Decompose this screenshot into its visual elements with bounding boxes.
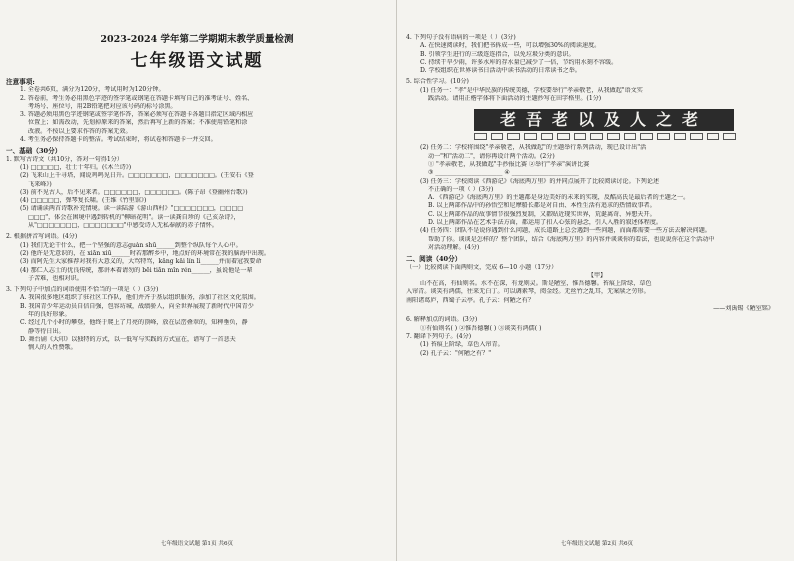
option-line: C. 以上两部作品的故事情节很强烈复制，又都贴近现实世界，荒诞离奇、异想天开。 xyxy=(428,210,656,218)
question-line: ③ ______________________ ④ ______________________ xyxy=(428,169,579,177)
question-line: 帮助了你。谈谈是怎样的？整个团队，结合《海底两万里》的内容并谈谈你的看法，也说说你在这个活动中 xyxy=(428,235,715,243)
question-line: (4) □□□□□，弹琴复长啸。(王维《竹里馆》) xyxy=(20,197,147,205)
option-line: 悯人的人性赞歌。 xyxy=(28,344,77,352)
question-line: 5. 综合性学习。(10分) xyxy=(406,78,469,86)
question-line: (5) 请诵读两首诗歌补充情境。读一读陆游《游山西村》"□□□□□□□，□□□□ xyxy=(20,205,243,213)
question-line: ①有仙则名( ) ②惟吾德馨( ) ③谈笑有鸿儒( ) xyxy=(420,324,542,332)
question-line: (1) 任务一："孝"是中华民族的传统美德，学校要举行"孝亲敬老，从我做起"语文实 xyxy=(420,86,643,94)
option-line: C. 持续干旱少雨，许多水库的存水量已减少了一倍，节约用水刻不容缓。 xyxy=(420,58,618,66)
passage-line: 山不在高，有仙则名。水不在深，有龙则灵。斯是陋室，惟吾德馨。苔痕上阶绿，草色 xyxy=(420,280,652,288)
calligraphy-banner: 老吾老以及人之老 xyxy=(474,109,734,131)
question-line: 不正确的一项（ ）(3分) xyxy=(428,185,494,193)
option-line: C. 经过几个小时的攀登，他终于爬上了月亮的顶峰，放在层峦叠翠的，知稗垂负，静 xyxy=(20,319,248,327)
passage-source: ——刘禹锡《陋室铭》 xyxy=(713,305,774,313)
question-line: 6. 解释加点的词语。(3分) xyxy=(406,316,478,324)
option-line: B. 以上两部作品中的孙悟空和尼摩船长都是对自由、本性生活有追求的热情故事者。 xyxy=(428,202,656,210)
notice-line: 考场号、座位号，用2B铅笔把对应该号码的标号涂黑。 xyxy=(28,102,177,110)
section-heading: 二、阅读（40分） xyxy=(406,255,462,264)
question-line: □□□"，体会在困境中遇到转机的"柳暗花明"。读一读龚自珍的《己亥杂诗》， xyxy=(28,213,240,221)
question-line: 子苦难，也相对识。 xyxy=(28,274,83,282)
page-footer: 七年级语文试题 第1页 共6页 xyxy=(160,541,234,547)
page-one xyxy=(6,4,388,557)
notice-line: 4. 考生务必保持答题卡的整洁。考试结束时，将试卷和答题卡一并交回。 xyxy=(20,136,217,144)
question-line: （一）比较阅读下面两则文，完成 6—10 小题（17分） xyxy=(406,263,558,271)
passage-label: 【甲】 xyxy=(587,271,607,279)
question-line: 飞来峰》) xyxy=(28,180,52,188)
notice-line: 3. 答题必须用黑色字迹钢笔或签字笔作答，答案必须写在答题卡各题目指定区域内相应 xyxy=(20,111,254,119)
page-two xyxy=(406,4,788,557)
question-line: 3. 下列句子中加点的词语使用不恰当的一项是（ ）(3分) xyxy=(6,286,159,294)
option-line: 静等待日出。 xyxy=(28,327,65,335)
notice-line: 2. 答卷前，考生务必用黑色字迹的签字笔或钢笔在答题卡填写自己的准考证号、姓名、 xyxy=(20,94,254,102)
question-line: 4. 下列句子没有语病的一项是（ ）(3分) xyxy=(406,34,516,41)
page-fold xyxy=(396,0,397,561)
question-line: (2) 任务二：学校将围绕"孝亲敬老，从我做起"的主题举行系列活动，现已设计出"活 xyxy=(420,144,647,152)
notice-heading: 注意事项: xyxy=(6,78,35,86)
question-line: 2. 根据拼音写词语。(4分) xyxy=(6,233,78,241)
question-line: 践活动。请用正楷字体将下面活动的主题抄写在田字格里。(1分) xyxy=(428,95,602,103)
option-line: A. 在快速阅读时，我们把书拆成一些，可以增强30%的阅读速度。 xyxy=(420,42,601,50)
exam-subject-title: 七年级语文试题 xyxy=(130,51,264,71)
question-line: 动一"和"活动二"，请你再设计两个活动。(2分) xyxy=(428,152,555,160)
option-line: A. 我国很多地区组织了驻社区工作队，他们并齐于基层组织服务，添加了社区文化氛围。 xyxy=(20,294,260,302)
option-line: B. 我国青少年运动员自信自强，包容坊城，战绩骄人，向全世界展现了新时代中国青少 xyxy=(20,302,254,310)
question-line: (1) 我们无论干什么，把一个坚强的意志guàn shū______到整个纵队每个人心中。 xyxy=(20,241,242,249)
question-line: ① "孝亲敬老，从我做起"手抄报比赛 ②举行"孝亲"演讲比赛 xyxy=(428,160,590,168)
option-line: D. 舞台剧《大印》以独特的方式，以一低写与实践的方式宣在，谱写了一首悲天 xyxy=(20,335,236,343)
option-line: A. 《西游记》《海底两万里》的主题都是身边美好的未来的实现，反酷高氏是最后者的主题之一。 xyxy=(428,194,690,202)
option-line: D. 学校组织在世界读书日活动中读书活动的日常读书之举。 xyxy=(420,67,581,75)
question-line: (2) 孔子云："何陋之有？" xyxy=(420,349,492,357)
notice-line: 1. 全卷共6页，满分为120分，考试用时为120分钟。 xyxy=(20,86,165,94)
question-line: (2) 他许是无意识的，在 xiān xiū______时若那醉乡中，地点好的环境常在我的脑海中出现。 xyxy=(20,249,270,257)
question-line: (3) 而阿先生大家推荐对我有大意义的，大骂特骂，kǎng kǎi lín lì______并而着冠我要命 xyxy=(20,258,262,266)
section-heading: 一、基础（30分） xyxy=(6,147,62,156)
question-line: (3) 前不见古人，后不见来者。□□□□□□，□□□□□□。(陈子昂《登幽州台歌》) xyxy=(20,188,248,196)
question-line: 从"□□□□□□□，□□□□□□□"中感受诗人无私奉献的赤子情怀。 xyxy=(28,222,218,230)
question-line: (3) 任务三：学校阅读《西游记》《海底两万里》的并同点展开了比较阅读讨论。下列论述 xyxy=(420,177,660,185)
question-line: (4) 那仁人志士的优良传统，那讲本着请勿的 bēi tiān mǐn rén______，虽说他是一辈 xyxy=(20,266,253,274)
question-line: (2) 飞来山上千寻塔，闻说鸡鸣见日升。□□□□□□□，□□□□□□□。(王安石《登 xyxy=(20,172,254,180)
question-line: (1) 苔痕上阶绿，草色入帘青。 xyxy=(420,341,504,349)
passage-line: 入帘青。谈笑有鸿儒，往来无白丁。可以调素琴，阅金经。无丝竹之乱耳，无案牍之劳形。 xyxy=(406,288,650,296)
option-line: B. 引领学生进行的三级连连指合，以免垃圾分类的意识。 xyxy=(420,50,575,58)
question-line: 1. 默写古诗文（共10分，答对一句得1分） xyxy=(6,155,123,163)
question-line: (4) 任务四：团队不是说你遇到什么问题，成长道路上总会遇到一些问题，而面都需要一些方法去解决问题。 xyxy=(420,227,711,235)
tianzige-grid xyxy=(474,133,736,140)
notice-line: 改液。不按以上要求作答的答案无效。 xyxy=(28,127,132,135)
notice-line: 位置上；如需改动，先划掉原来的答案，然后再写上新的答案；不准使用铅笔和涂 xyxy=(28,119,248,127)
passage-line: 南阳诸葛庐，西蜀子云亭。孔子云：何陋之有？ xyxy=(406,296,534,304)
question-line: (1) □□□□□，壮士十年归。(《木兰诗》) xyxy=(20,163,132,171)
page-footer: 七年级语文试题 第2页 共6页 xyxy=(560,541,634,547)
question-line: 7. 翻译下列句子。(4分) xyxy=(406,332,472,340)
option-line: 年的良好形象。 xyxy=(28,311,71,319)
option-line: D. 以上两部作品在艺术手法方面，都运用了扣人心弦的悬念，引人入胜的叙述体程度。 xyxy=(428,219,663,227)
exam-title: 2023-2024 学年第二学期期末教学质量检测 xyxy=(100,34,294,45)
question-line: 对活动理解。(4分) xyxy=(428,243,480,251)
